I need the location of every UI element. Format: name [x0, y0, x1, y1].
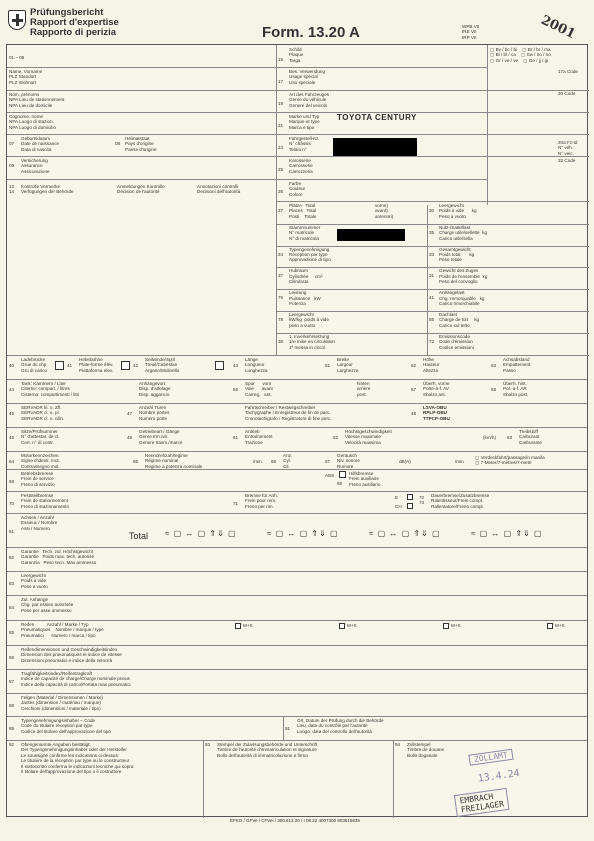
- axle-load-label: Zul. Anhänge Chg. par essieu autorisée Peso per asse ammesso: [21, 597, 74, 613]
- wpb-codes: WPB VII IRE VII IRP VII: [462, 24, 480, 40]
- field-number-72: 72 73: [419, 495, 425, 506]
- confirmation-label: Obengenannte Angaben bestätigt: Der Typengenehmigungsinhaber oder der Hersteller Le soussigné confirme les indications ci-dessus: Le titulaire de la réception par type ou le constructeur Il sottoscritto conferma le indicazioni tecniche qui sopra: Il titolare dell'approvazione del tipo o il costruttore: [21, 742, 135, 775]
- abs-label: ABS: [325, 473, 335, 478]
- ms-checkbox[interactable]: [339, 623, 345, 629]
- redacted-chassis: [333, 138, 417, 156]
- spec-right-label: Dachlast Charge de toit kg Carico sul tetto: [439, 312, 480, 328]
- code-20a: 20a Fz-Id N° véh. N° veic.: [558, 140, 578, 156]
- engine-id-label: Motorkennzeichen Signe d'identi. mot. Contrassegno mot.: [21, 453, 60, 469]
- field-number-93: 93: [205, 742, 211, 747]
- ms-checkbox[interactable]: [547, 623, 553, 629]
- drive-label: Antrieb Entraînement Trazione: [245, 429, 273, 445]
- controls-note-2: Annotazioni controlli Decisioni dell'autorità: [197, 184, 241, 195]
- field-number-43: 43: [233, 363, 239, 368]
- spec-number: 27: [278, 208, 284, 213]
- spec-right-number: 30: [429, 208, 435, 213]
- spec-right-label: Gesamtgewicht Poids total kg Peso totale: [439, 246, 475, 263]
- spec-right-number: 35: [429, 229, 435, 235]
- form-grid: [6, 44, 588, 817]
- covered-options: ▢ Verdeckfahrt/passage/in manila ▢ 7-Meter/7-mètres/7-metri: [475, 455, 545, 466]
- body-label: Karosserie Carrosserie Carrozzeria: [289, 158, 313, 174]
- width-label: Breite Largeur Larghezza: [337, 357, 359, 373]
- inspection-place-label: Ort, Datum der Prüfung durch die Behörde Lieu, date du contrôle par l'autorité Luogo, data del controllo dell'autorità: [297, 718, 384, 734]
- dba-unit: dB(A): [399, 459, 411, 464]
- field-number-81: 81: [9, 529, 15, 534]
- code-20: 20 Code: [558, 91, 576, 96]
- field-number-68: 68: [9, 479, 15, 484]
- chassis-label: Fahrgestell-Nr. N° châssis Telaio n°: [289, 136, 320, 152]
- field-number-07: 07: [9, 141, 15, 146]
- spec-label: Leergewicht kW/kg poids à vide peso a vuoto: [289, 312, 329, 328]
- doors-label: Anzahl Türen Nombre portes Numero porte: [139, 405, 170, 421]
- ms-label: M+S: [451, 623, 461, 628]
- field-number-64: 64: [9, 459, 15, 464]
- retarder-label: Dauerbremse/Zusatzbremse Ralentisseur/Frein compl. Rallentatore/Freno compl.: [431, 493, 490, 509]
- type-holder-label: Typengenehmigungsinhaber – Code Code du titulaire réception par type Codice del titolare dell'approvazione del tipo: [21, 718, 111, 734]
- rated-speed-label: Nenndrehzahlregime Régime nominal Regime a potenza nominale: [145, 453, 203, 469]
- e-label: E: [395, 495, 399, 500]
- nom-label: Nom, prénoms NPA Lieu de stationnement NPA Lieu de domicile: [9, 92, 65, 108]
- lift-label: Hebebühne Plate-forme élév. Piattaforma elev.: [79, 357, 114, 373]
- field-number-87: 87: [9, 679, 15, 684]
- spec-label: 1. Inverkehrsetzung 1re mise en circulation 1ª messa in circol.: [289, 333, 335, 350]
- field-number-63: 63: [507, 435, 513, 440]
- winch-checkbox[interactable]: [215, 361, 224, 370]
- make-model-value: TOYOTA CENTURY: [337, 113, 417, 122]
- handwritten-year: 2001: [538, 12, 578, 43]
- min-unit: /min: [455, 459, 464, 464]
- wheelbase-label: Achsabstand Empattement Passo: [503, 357, 531, 373]
- spec-right-number: 31: [429, 273, 435, 279]
- special-use-label: Bes. Verwendung Usage spécial Uso speciale: [289, 69, 326, 85]
- axle-symbol-group[interactable]: ≈ ▢ ↔ ▢ ⇑⇓ ▢: [165, 529, 237, 538]
- track-rear-label: hinten arrière post.: [357, 381, 371, 397]
- abs-checkbox[interactable]: [339, 471, 346, 478]
- spec-label: Stammnummer N° matricule N° di matricola: [289, 224, 321, 241]
- make-model-label: Marke und Typ Marque et type Marca e tipo: [289, 114, 320, 130]
- tyres-label: Reifen Anzahl / Marke / Typ Pneumatiques Nombre / marque / type Pneumatici Numero / marca / tipo: [21, 622, 104, 638]
- column-divider: [276, 45, 277, 355]
- title-it: Rapporto di perizia: [30, 27, 117, 38]
- field-number-42: 42: [133, 363, 139, 368]
- redacted-matricule: [337, 229, 405, 241]
- field-number-88: 88: [9, 703, 15, 708]
- spec-right-label: Leergewicht Poids à vide kg Peso a vuoto: [439, 203, 477, 219]
- field-number-69: 69: [337, 481, 343, 486]
- field-number-71: 71: [233, 501, 239, 506]
- spec-right-label: Anhängelast Chg. remorquable kg Carico rimorchiabile: [439, 290, 485, 306]
- spec-right-label: Emissionscode Code d'émission Codice emissioni: [439, 333, 474, 350]
- cylinders-label: Anz. Cyl. Cil.: [283, 453, 293, 469]
- color-options: ▢ Bv / bc / bi ▢ Br / br / ma ▢ Bl / bl / ca ▢ Sw / no / no ▢ Gr / ve / ve ▢ Ge / jj / gi: [490, 47, 551, 63]
- lift-checkbox[interactable]: [121, 361, 130, 370]
- ch-label: CH: [395, 504, 402, 509]
- spec-label: Typengenehmigung Réception par type Approvazione di tipo: [289, 246, 331, 263]
- trailer-brake-label: Bremse für Anh. Frein pour rem. Freno per rim.: [245, 493, 278, 509]
- spec-sublabel: vorne) avant) anteriori): [375, 203, 394, 219]
- track-front-label: Spur vorn Voie avant Carreg. ant.: [245, 381, 273, 397]
- stamp-date: 13.4.24: [477, 767, 521, 785]
- spec-right-number: 72: [429, 338, 435, 344]
- insurance-label: Versicherung Assurance Assicurazione: [21, 158, 50, 174]
- name-label: Name, Vorname PLZ Standort PLZ Wohnort: [9, 69, 43, 85]
- spec-right-label: Nutz-/Sattellast Charge utile/sellette kg Carico utile/sella: [439, 224, 488, 241]
- field-number-65: 65: [133, 459, 139, 464]
- spec-number: 76: [278, 295, 284, 301]
- field-number-56: 56: [233, 387, 239, 392]
- service-brake-label: Betriebsbremse Frein de service Freno di servizio: [21, 471, 55, 487]
- field-number-91: 91: [285, 726, 291, 731]
- field-number-86: 86: [9, 655, 15, 660]
- swiss-cross-icon: [8, 10, 26, 30]
- ms-checkbox[interactable]: [235, 623, 241, 629]
- field-number-47: 47: [127, 411, 133, 416]
- field-number-51: 51: [325, 363, 331, 368]
- axle-symbol-group[interactable]: ≈ ▢ ↔ ▢ ⇑⇓ ▢: [267, 529, 339, 538]
- load-index-label: Tragfähigkeitsindex/Reifentragkraft Indice de capacité de charge/Charge nominale pneus Indice della capacità di carico/Portata max pneumatici: [21, 671, 131, 687]
- spec-right-number: 33: [429, 251, 435, 257]
- title-fr: Rapport d'expertise: [30, 17, 119, 28]
- field-number-13: 13 14: [9, 184, 15, 195]
- stamp-place: EMBRACH FREILAGER: [454, 788, 510, 817]
- kmh-unit: (km/h): [483, 435, 497, 440]
- noise-label: Geräusch Niv. sonore Rumore: [337, 453, 360, 469]
- spec-right-label: Gewicht des Zuges Poids de l'ensemble kg Peso del convoglio: [439, 268, 488, 285]
- guarantee-label: Garantie Tech. zul. Höchstgewicht Garantie Poids max. tech. autorisé Garanzia Peso tecn. Max ammesso: [21, 549, 97, 565]
- controls-note-1: Anmeldungen Kontrolle Décision de l'autorité: [117, 184, 165, 195]
- field-number-61: 61: [233, 435, 239, 440]
- ms-label: M+S: [243, 623, 253, 628]
- spec-right-number: 55: [429, 317, 435, 322]
- field-number-09: 09: [9, 163, 15, 168]
- spec-label: Leistung Puissance kW Potenza: [289, 290, 321, 306]
- length-label: Länge Longueur Lunghezza: [245, 357, 268, 373]
- tachograph-label: Fahrtschreiber / Restwegschreiber Tachygraphe / Enregistreur de fin de parc. Cronotachigrafo / Registratore di fine perc.: [245, 405, 332, 421]
- controls-label: Kontrolle Vermerke Verfügungen der Behörde: [21, 184, 74, 195]
- height-label: Höhe Hauteur Altezza: [423, 357, 440, 373]
- axle-symbol-group[interactable]: ≈ ▢ ↔ ▢ ⇑⇓ ▢: [369, 529, 441, 538]
- field-number-57: 57: [411, 387, 417, 392]
- field-number-94: 94: [395, 742, 401, 747]
- birth-date-label: Geburtsdatum Date de naissance Data di nascita: [21, 136, 60, 152]
- winch-label: Seilwinde/Spill Treuil/Cabestan Argano/Molinello: [145, 357, 180, 373]
- spec-label: Hubraum Cylindrée cm³ Cilindrata: [289, 268, 323, 285]
- field-number-41: 41: [67, 363, 73, 368]
- field-number-48: 48: [411, 411, 417, 416]
- rpm-unit: /min.: [253, 459, 263, 464]
- field-number-62: 62: [333, 435, 339, 440]
- fuel-label: Treibstoff Carburant Carburante: [519, 429, 542, 445]
- seats-label: Sitze/Prüfnummer N° d'attestat. de cl. Cert. n° di contr.: [21, 429, 60, 445]
- e-checkbox[interactable]: [407, 494, 413, 500]
- field-number-08: 08: [115, 141, 121, 146]
- form-number: Form. 13.20 A: [262, 24, 360, 41]
- column-divider: [487, 45, 488, 205]
- cognome-label: Cognome, nome NPA Luogo di stazion. NPA Luogo di domicilio: [9, 114, 56, 130]
- field-number-92: 92: [9, 742, 15, 747]
- ch-checkbox[interactable]: [407, 503, 413, 509]
- ms-checkbox[interactable]: [443, 623, 449, 629]
- field-number-82: 82: [9, 555, 15, 560]
- home-country-label: Heimatstaat Pays d'origine Paese d'origine: [125, 136, 157, 152]
- stamp-office: ZOLLAMT: [468, 749, 513, 766]
- spec-number: 24: [278, 251, 284, 257]
- gearbox-label: Getriebeart / Gänge Genre trm./vit. Genere trasm./marce: [139, 429, 183, 445]
- spec-number: 37: [278, 273, 284, 279]
- field-numbers-right: 15 17 19 21 23 25 26: [278, 57, 284, 194]
- field-number-67: 67: [325, 459, 331, 464]
- spec-number: 36: [278, 338, 284, 344]
- field-number-40: 40: [9, 363, 15, 368]
- rims-label: Felgen (Material / Dimensionen / Marke) Jantes (dimension / matériau / marque) Cerchioni (dimensioni / materiale / tipo): [21, 695, 103, 711]
- field-number-85: 85: [9, 630, 15, 635]
- tyre-dim-label: Reifendimensionen und Geschwindigkeitsindex Dimension des pneumatiques et indice de vitesse Dimensioni pneumatici e indice della velocità: [21, 647, 122, 663]
- crane-label: Ladebrücke Grue du chp. Gru di carico: [21, 357, 48, 373]
- field-number-84: 84: [9, 605, 15, 610]
- form-footer: EFKO / GFVe / CFVei / 300.613.20 / I 08.22 4007300 803515835: [230, 818, 360, 823]
- color-label: Farbe Couleur Colore: [289, 181, 306, 197]
- field-number-01: 01 – 06: [9, 55, 25, 60]
- overhang-front-label: Überh. vorne Porte-à-f. AV Sbalzo ant.: [423, 381, 450, 397]
- field-number-53: 53: [491, 363, 497, 368]
- field-number-66: 66: [271, 459, 277, 464]
- parking-brake-label: Feststellbremse Frein de stationnement Freno di stazionamento: [21, 493, 70, 509]
- overhang-rear-label: Überh. hint. Por.-à-f. AR Sbalzo post.: [503, 381, 529, 397]
- axle-symbol-group[interactable]: ≈ ▢ ↔ ▢ ⇑⇓ ▢: [471, 529, 543, 538]
- vehicle-type-label: Art des Fahrzeuges Genre du véhicule Genere del veicolo: [289, 92, 330, 108]
- ms-label: M+S: [347, 623, 357, 628]
- axles-total-label: Total: [129, 531, 149, 541]
- field-number-52: 52: [411, 363, 417, 368]
- tank-label: Tank: Kammern / Liter Citerne: compart. / litres Cisterna: compartimenti / litri: [21, 381, 80, 397]
- field-number-70: 70: [9, 501, 15, 506]
- axles-label: Achsen / Anzahl Essieux / Nombre Assi / Numero: [21, 515, 58, 531]
- field-number-45: 45: [9, 411, 15, 416]
- empty-weight-label: Leergewicht Poids à vide Peso a vuoto: [21, 573, 48, 589]
- plate-label: Schild Plaque Targa: [289, 47, 304, 63]
- field-number-83: 83: [9, 581, 15, 586]
- coupling-label: Anhängevorr. Disp. d'attelage Disp. aggancio: [139, 381, 171, 397]
- authority-stamp-label: Stempel der Zulassungsbehörde und Unterschrift Timbre de l'autorité d'immatriculation et signature Bollo dell'autorità di immatricolazione e firma: [217, 742, 318, 758]
- report-header: [6, 6, 588, 42]
- lsva-label: LSVA-OBU RPLP-OBU TTPCP-OBU: [423, 405, 450, 421]
- spec-number: 78: [278, 317, 284, 322]
- crane-checkbox[interactable]: [55, 361, 64, 370]
- aux-brake-label: Hilfsbremse Frein auxiliaire Freno ausiliario: [349, 471, 381, 487]
- servo-label: SERVADR kl. o. Zfl. SERVADR cl. o. pl. SERVADR cl. o. cilin.: [21, 405, 65, 421]
- ms-label: M+S: [555, 623, 565, 628]
- field-number-44: 44: [9, 387, 15, 392]
- title-de: Prüfungsbericht: [30, 7, 104, 18]
- code-32: 32 Code: [558, 158, 576, 163]
- max-speed-label: Höchstgeschwindigkeit Vitesse maximale Velocità massima: [345, 429, 392, 445]
- report-title: [30, 8, 119, 38]
- field-number-89: 89: [9, 726, 15, 731]
- field-number-46: 46: [9, 435, 15, 440]
- spec-right-number: 41: [429, 295, 435, 301]
- field-number-49: 49: [127, 435, 133, 440]
- field-number-58: 58: [491, 387, 497, 392]
- code-17a: 17a Code: [558, 69, 578, 74]
- customs-stamp-label: Zollstempel Timbre de douane Bollo doganale: [407, 742, 445, 758]
- spec-label: Plätze Total Places Total Posti Totale: [289, 203, 317, 219]
